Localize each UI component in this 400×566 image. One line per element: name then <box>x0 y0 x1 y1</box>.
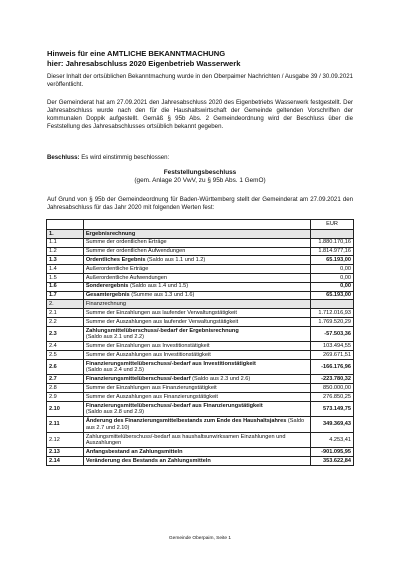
row-value: -223.780,32 <box>311 375 354 384</box>
table-row <box>47 351 354 360</box>
table-row <box>47 457 354 466</box>
row-value: -901.095,95 <box>311 448 354 457</box>
resolution-title <box>47 169 353 185</box>
row-value: 4.253,41 <box>311 432 354 448</box>
row-number: 1.2 <box>47 247 84 256</box>
row-number: 2.3 <box>47 326 84 342</box>
row-number: 2.8 <box>47 384 84 393</box>
table-row <box>47 291 354 300</box>
row-number: 2.6 <box>47 359 84 375</box>
row-number: 2. <box>47 300 84 309</box>
row-number: 1.7 <box>47 291 84 300</box>
table-row <box>47 247 354 256</box>
row-number: 1.4 <box>47 265 84 274</box>
row-number: 2.5 <box>47 351 84 360</box>
row-value: 0,00 <box>311 273 354 282</box>
table-header-row <box>47 220 354 230</box>
row-label: Außerordentliche Aufwendungen <box>83 273 310 282</box>
table-row <box>47 282 354 291</box>
row-number: 2.12 <box>47 432 84 448</box>
row-value: 353.622,84 <box>311 457 354 466</box>
row-number: 2.11 <box>47 417 84 433</box>
row-number: 2.13 <box>47 448 84 457</box>
table-row <box>47 309 354 318</box>
table-row <box>47 256 354 265</box>
section-label: Finanzrechnung <box>83 300 310 309</box>
heading-line-2: hier: Jahresabschluss 2020 Eigenbetrieb Wasserwerk <box>47 58 241 68</box>
row-label: Gesamtergebnis (Summe aus 1.3 und 1.6) <box>83 291 310 300</box>
row-value: 573.149,75 <box>311 401 354 417</box>
table-row <box>47 317 354 326</box>
row-label: Summe der Auszahlungen aus Finanzierungstätigkeit <box>83 392 310 401</box>
row-value: 269.671,51 <box>311 351 354 360</box>
row-label: Zahlungsmittelüberschuss/-bedarf aus haushaltsunwirksamen Einzahlungen und Auszahlungen <box>83 432 310 448</box>
basis-paragraph: Auf Grund von § 95b der Gemeindeordnung für Baden-Württemberg stellt der Gemeinderat am 27.09.2021 den Jahresabschluss für das Jahr 2020 mit folgenden Werten fest: <box>47 196 353 211</box>
resolution-label: Beschluss: <box>47 154 80 161</box>
row-label: Finanzierungsmittelüberschuss/-bedarf aus Investitionstätigkeit (Saldo aus 2.4 und 2.5) <box>83 359 310 375</box>
row-number: 2.2 <box>47 317 84 326</box>
row-value: 1.880.170,16 <box>311 238 354 247</box>
row-label: Finanzierungsmittelüberschuss/-bedarf (Saldo aus 2.3 und 2.6) <box>83 375 310 384</box>
row-value: 0,00 <box>311 265 354 274</box>
title-sub: (gem. Anlage 20 VwV, zu § 95b Abs. 1 GemO) <box>134 177 266 184</box>
table-row <box>47 342 354 351</box>
row-label: Änderung des Finanzierungsmittelbestands zum Ende des Haushaltsjahres (Saldo aus 2.7 und 2.10) <box>83 417 310 433</box>
page-footer: Gemeinde Oberpaim, Seite 1 <box>168 536 232 541</box>
row-value: -166.176,96 <box>311 359 354 375</box>
row-number: 1.3 <box>47 256 84 265</box>
row-value <box>311 230 354 239</box>
row-label: Außerordentliche Erträge <box>83 265 310 274</box>
table-row <box>47 375 354 384</box>
section-row-ergebnisrechnung <box>47 230 354 239</box>
row-label: Summe der ordentlichen Aufwendungen <box>83 247 310 256</box>
row-number: 2.4 <box>47 342 84 351</box>
resolution-text: Es wird einstimmig beschlossen: <box>79 154 170 161</box>
table-row <box>47 238 354 247</box>
table-row <box>47 417 354 433</box>
row-label: Summe der Einzahlungen aus Investitionstätigkeit <box>83 342 310 351</box>
table-row <box>47 326 354 342</box>
resolution-line <box>47 154 353 162</box>
row-number <box>47 220 84 230</box>
row-number: 2.9 <box>47 392 84 401</box>
table-row <box>47 392 354 401</box>
financial-statement-table <box>46 219 354 466</box>
row-value: 276.850,25 <box>311 392 354 401</box>
row-label: Anfangsbestand an Zahlungsmitteln <box>83 448 310 457</box>
row-label <box>83 220 310 230</box>
row-value: 65.193,00 <box>311 291 354 300</box>
section-label: Ergebnisrechnung <box>83 230 310 239</box>
row-label: Summe der Auszahlungen aus laufender Verwaltungstätigkeit <box>83 317 310 326</box>
row-number: 2.14 <box>47 457 84 466</box>
row-label: Finanzierungsmittelüberschuss/-bedarf aus Finanzierungstätigkeit (Saldo aus 2.8 und 2.9) <box>83 401 310 417</box>
row-label: Veränderung des Bestands an Zahlungsmitteln <box>83 457 310 466</box>
table-row <box>47 359 354 375</box>
document-heading <box>47 49 240 68</box>
row-number: 1. <box>47 230 84 239</box>
row-value: 1.814.977,16 <box>311 247 354 256</box>
row-number: 2.1 <box>47 309 84 318</box>
row-label: Ordentliches Ergebnis (Saldo aus 1.1 und 1.2) <box>83 256 310 265</box>
row-number: 1.5 <box>47 273 84 282</box>
row-value: -57.503,36 <box>311 326 354 342</box>
intro-paragraph: Dieser Inhalt der ortsüblichen Bekanntmachung wurde in den Oberpaimer Nachrichten / Ausgabe 39 / 30.09.2021 veröffentlicht. <box>47 73 353 88</box>
table-row <box>47 273 354 282</box>
table-row <box>47 265 354 274</box>
table-row <box>47 401 354 417</box>
table-row <box>47 448 354 457</box>
title-main: Feststellungsbeschluss <box>163 169 237 176</box>
row-label: Summe der Einzahlungen aus Finanzierungstätigkeit <box>83 384 310 393</box>
row-number: 1.6 <box>47 282 84 291</box>
table-row <box>47 432 354 448</box>
council-paragraph: Der Gemeinderat hat am 27.09.2021 den Jahresabschluss 2020 des Eigenbetriebs Wasserwerk festgestellt. Der Jahresabschluss wurde nach den für die Haushaltswirtschaft der Gemeinde geltenden Vorschriften der kommunalen Doppik aufgestellt. Gemäß § 95b Abs. 2 Gemeindeordnung wird der Beschluss über die Feststellung des Jahresabschlusses ortsüblich bekannt gegeben. <box>47 99 353 130</box>
row-value: 1.712.016,93 <box>311 309 354 318</box>
row-label: Summe der ordentlichen Erträge <box>83 238 310 247</box>
row-label: Summe der Auszahlungen aus Investitionstätigkeit <box>83 351 310 360</box>
currency-header: EUR <box>311 220 354 230</box>
heading-line-1: Hinweis für eine AMTLICHE BEKANNTMACHUNG <box>47 49 226 58</box>
row-value: 1.769.520,29 <box>311 317 354 326</box>
row-value: 0,00 <box>311 282 354 291</box>
row-label: Zahlungsmittelüberschuss/-bedarf der Ergebnisrechnung (Saldo aus 2.1 und 2.2) <box>83 326 310 342</box>
row-label: Sonderergebnis (Saldo aus 1.4 und 1.5) <box>83 282 310 291</box>
row-number: 2.7 <box>47 375 84 384</box>
section-row-finanzrechnung <box>47 300 354 309</box>
row-number: 2.10 <box>47 401 84 417</box>
row-value: 103.494,55 <box>311 342 354 351</box>
row-value: 850.000,00 <box>311 384 354 393</box>
row-value: 65.193,00 <box>311 256 354 265</box>
row-number: 1.1 <box>47 238 84 247</box>
table-row <box>47 384 354 393</box>
row-value <box>311 300 354 309</box>
row-value: 349.369,43 <box>311 417 354 433</box>
row-label: Summe der Einzahlungen aus laufender Verwaltungstätigkeit <box>83 309 310 318</box>
